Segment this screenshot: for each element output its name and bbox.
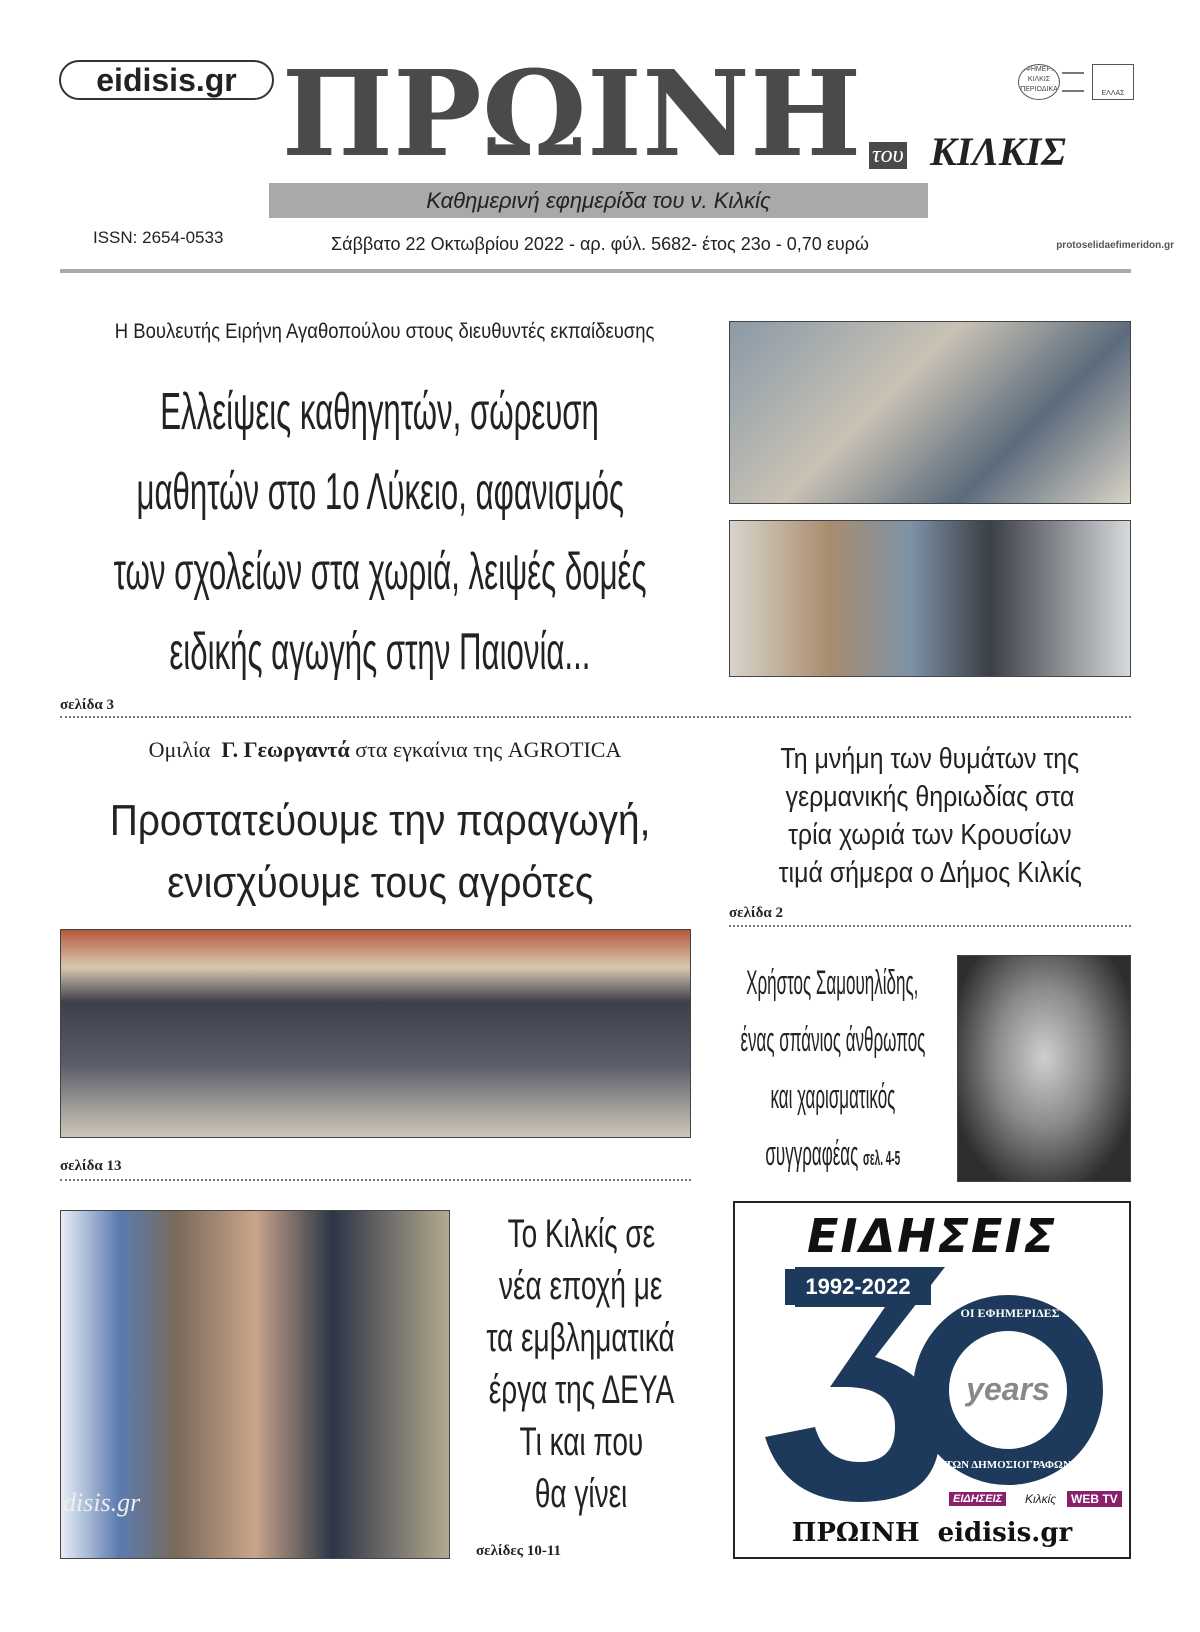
postmark-lines-icon (1062, 72, 1084, 92)
story4-headline[interactable]: Χρήστος Σαμουηλίδης, ένας σπάνιος άνθρωπος και χαρισματικός συγγραφέας σελ. 4-5 (740, 964, 925, 1173)
story3-headline[interactable]: Τη μνήμη των θυμάτων της γερμανικής θηριωδίας στα τρία χωριά των Κρουσίων τιμά σήμερα ο Δήμος Κιλκίς (778, 743, 1082, 889)
issn: ISSN: 2654-0533 (93, 228, 224, 247)
story1-page: σελίδα 3 (60, 697, 114, 713)
story1-headline[interactable]: Ελλείψεις καθηγητών, σώρευση μαθητών στο 1ο Λύκειο, αφανισμός των σχολείων στα χωριά, λειψές δομές ειδικής αγωγής στην Παιονία... (113, 383, 647, 681)
story5-page: σελίδες 10-11 (476, 1543, 562, 1559)
ad-years-label: years (966, 1371, 1050, 1407)
divider (60, 716, 1131, 718)
hellas-stamp-icon: ΕΛΛΑΣ (1092, 64, 1134, 100)
ad-title: ΕΙΔΗΣΕΙΣ (806, 1209, 1058, 1263)
story2-photo (60, 929, 691, 1138)
divider (60, 1179, 691, 1181)
story5-headline[interactable]: Το Κιλκίς σε νέα εποχή με τα εμβληματικά έργα της ΔΕΥΑ Τι και που θα γίνει (486, 1212, 676, 1516)
story4-portrait (957, 955, 1131, 1182)
story1-photo-1 (729, 321, 1131, 504)
webtv-city: Κιλκίς (1025, 1492, 1057, 1506)
source-credit: protoselidaefimeridon.gr (1056, 240, 1174, 251)
story2-headline[interactable]: Προστατεύουμε την παραγωγή, ενισχύουμε τους αγρότες (109, 796, 651, 907)
ad-ring-top: ΟΙ ΕΦΗΜΕΡΙΔΕΣ (960, 1306, 1060, 1320)
webtv-top: ΕΙΔΗΣΕΙΣ (949, 1492, 1006, 1506)
site-logo: eidisis.gr (59, 60, 274, 100)
story3-page: σελίδα 2 (729, 905, 783, 921)
masthead-tou: του (869, 142, 907, 169)
ad-years: 1992-2022 (785, 1269, 931, 1305)
story4-page: σελ. 4-5 (862, 1148, 900, 1170)
story1-kicker: Η Βουλευτής Ειρήνη Αγαθοπούλου στους διευθυντές εκπαίδευσης (115, 320, 655, 343)
postal-stamp-icon: ΕΦΗΜΕΡΙΣ ΚΙΛΚΙΣ ΠΕΡΙΟΔΙΚΑ (1018, 64, 1060, 100)
date-line: Σάββατο 22 Οκτωβρίου 2022 - αρ. φύλ. 5682- έτος 23ο - 0,70 ευρώ (331, 234, 869, 254)
ad-ring-bottom: ΤΩΝ ΔΗΜΟΣΙΟΓΡΑΦΩΝ (945, 1459, 1071, 1471)
webtv-label: WEB TV (1067, 1491, 1122, 1507)
story5-photo (60, 1210, 450, 1559)
story1-photo-2 (729, 520, 1131, 677)
masthead-region: ΚΙΛΚΙΣ (930, 129, 1066, 174)
masthead-title: ΠΡΩΙΝΗ (281, 56, 862, 172)
masthead-subtitle: Καθημερινή εφημερίδα του ν. Κιλκίς (269, 183, 928, 218)
story2-kicker: Ομιλία Γ. Γεωργαντά στα εγκαίνια της AGROTICA (148, 737, 622, 762)
story2-page: σελίδα 13 (60, 1158, 122, 1174)
anniversary-ad[interactable] (733, 1201, 1131, 1559)
ad-footer: ΠΡΩΙΝΗ eidisis.gr (791, 1518, 1073, 1548)
photo-watermark: disis.gr (63, 1488, 141, 1517)
header-rule (60, 269, 1131, 273)
divider (729, 925, 1131, 927)
